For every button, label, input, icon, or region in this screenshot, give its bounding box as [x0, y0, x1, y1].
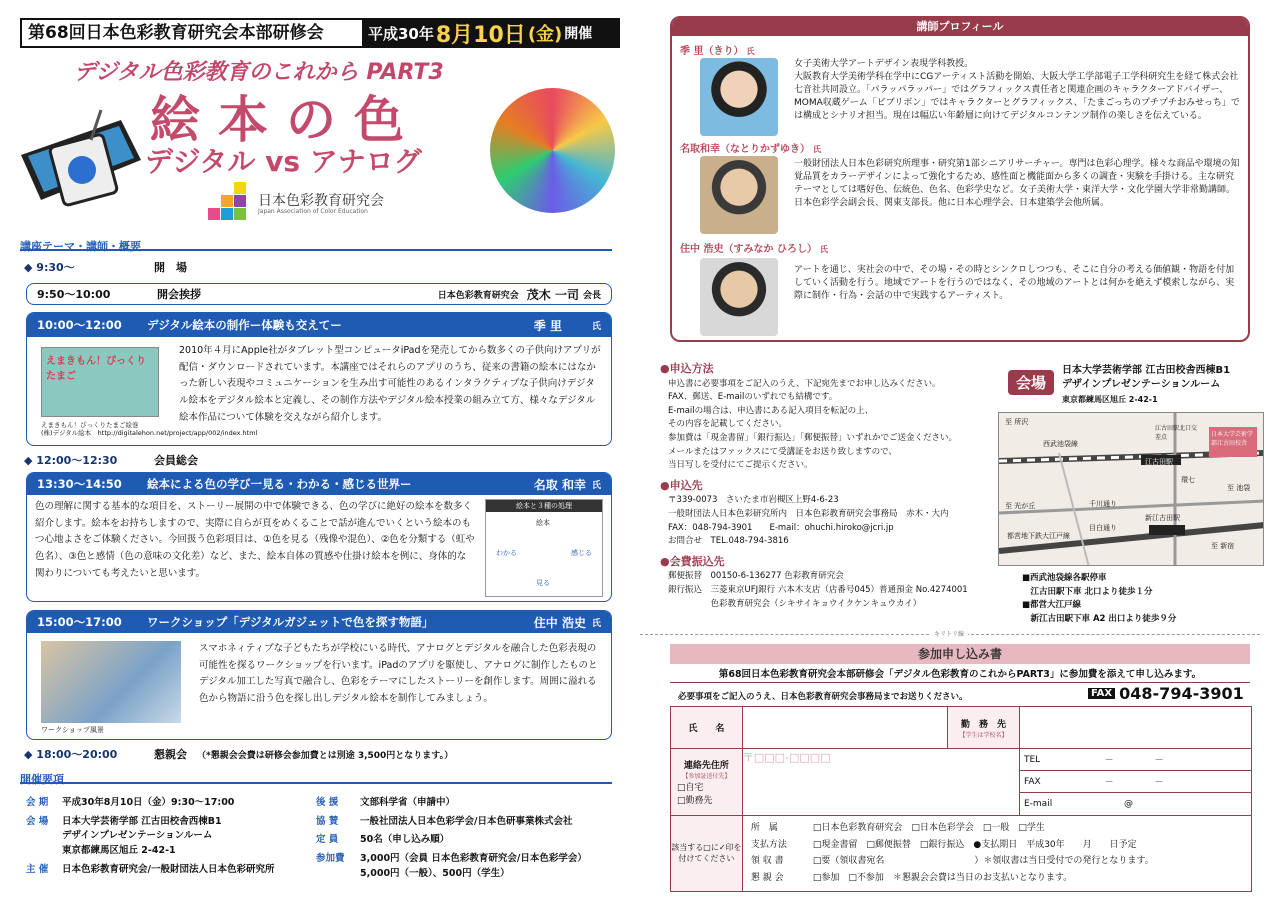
event-date: 平成30年 8月10日 (金) 開催: [362, 20, 618, 46]
profile-bio-1: 女子美術大学アートデザイン表現学科教授。 大阪教育大学美術学科在学中にCGアーティスト活動を開始、大阪大学工学部電子工学科研究生を経て株式会社七音社共同設立。「パラッパラッパー」ではグラフィックス責任者と関連企画のキャラクターアドバイザー、MOMA収蔵ゲーム「ビブリボン」ではキャラクターとグラフィックス、「たまごっちのプチプチおみせっち」では構成とシナリオ担当。現在は幅広い年齢層に向けてデジタルコンテンツ制作の楽しさを伝えている。: [794, 59, 1240, 122]
profile-name-2: 名取和幸（なとりかずゆき） 氏: [680, 144, 821, 155]
apply-section: ●申込方法 申込書に必要事項をご記入のうえ、下記宛先までお申し込みください。 FAX、郵送、E-mailのいずれでも結構です。 E-mailの場合は、申込書にある記入項目を転記の上、 その内容を記載してください。 参加費は「現金書留」「銀行振込」「郵便振替」いずれかでご送金ください。 メールまたはファックスにて受講証をお送り致しますので、 当日写しを受付にてご提示ください。 ●申込先 〒339-0073 さいたま市岩槻区上野4-6-23 一般財団法人日本色彩研究所内 日本色彩教育研究会事務局 赤木・大内 FAX：048-794-3901 E-mail：ohuchi.hiroko@jcri.jp お問合せ TEL.048-794-3816 ●会費振込先 郵便振替 00150-6-136277 色彩教育研究会 銀行振込 三菱東京UFJ銀行 六本木支店（店番号045）普通預金 No.4274001 色彩教育研究会（シキサイキョウイクケンキュウカイ）: [660, 362, 968, 609]
name-label: 氏 名: [671, 707, 743, 749]
ebook-thumbnail: えまきもん！ぴっくりたまご: [41, 347, 159, 417]
details-right: 後 援 文部科学省（申請中） 協 賛 一般社団法人日本色彩学会/日本色研事業株式会社 定 員 50名（申し込み順） 参加費 3,000円（会員 日本色彩教育研究会/日本色彩学会） 5,000円（一般）、500円（学生）: [316, 797, 587, 879]
schedule-opening-remarks: 9:50～10:00 開会挨拶 日本色彩教育研究会 茂木 一司 会長: [26, 283, 612, 305]
details-heading: 開催要項: [20, 768, 612, 784]
workshop-caption: ワークショップ風景: [41, 726, 104, 734]
profile-photo-3: [700, 258, 778, 336]
schedule-heading: 講座テーマ・講師・概要: [20, 235, 612, 251]
schedule-general-meeting: ◆ 12:00～12:30 会員総会: [24, 454, 198, 467]
profile-photo-1: [700, 58, 778, 136]
contact-numbers: TEL － － FAX － － E-mail @: [1019, 749, 1251, 816]
session-2-body: 色の理解に関する基本的な項目を、ストーリー展開の中で体験できる、色の学びに絶好の絵本を数多く紹介します。絵本をお持ちしますので、実際に自らが頁をめくることで話が進んでいくという絵本のもつ心地よさをご体験ください。今回扱う色彩項目は、①色を見る（残像や混色）、②色を分類する（虹や色名）、③色と感情（色の意味の文化差）など、また、絵本自体の質感や仕掛け絵本を例に、身体的な関わりについても考えたいと思います。: [35, 501, 475, 579]
venue-access: ■西武池袋線各駅停車 江古田駅下車 北口より徒歩１分 ■都営大江戸線 新江古田駅下車 A2 出口より徒歩９分: [1022, 573, 1177, 624]
venue-label: 会場: [1008, 370, 1054, 395]
profile-photo-2: [700, 156, 778, 234]
work-label: 勤 務 先 【学生は学校名】: [948, 707, 1020, 749]
profile-name-3: 住中 浩史（すみなか ひろし） 氏: [680, 244, 828, 255]
title-main: 絵本の色: [150, 91, 422, 149]
org-logo: [208, 182, 248, 222]
session-2: 13:30～14:50 絵本による色の学び一見る・わかる・感じる世界ー 名取 和幸 氏 色の理解に関する基本的な項目を、ストーリー展開の中で体験できる、色の学びに絶好の絵本を数多く紹介します。絵本をお持ちしますので、実際に自らが頁をめくることで話が進んでいくという絵本のもつ心地よさをご体験ください。今回扱う色彩項目は、①色を見る（残像や混色）、②色を分類する（虹や色名）、③色と感情（色の意味の文化差）など、また、絵本自体の質感や仕掛け絵本を例に、身体的な関わりについても考えたいと思います。 絵本と３種の処理 絵本 わかる 感じる 見る: [26, 472, 612, 602]
profile-name-1: 季 里（きり） 氏: [680, 46, 755, 57]
form-options[interactable]: 所 属 □日本色彩教育研究会 □日本色彩学会 □一般 □学生 支払方法 □現金書留 □郵便振替 □銀行振込 ●支払期日 平成30年 月 日予定 領 収 書 □要（領収書宛名 ）＊領収書は当日受付での発行となります。 懇 親 会 □参加 □不参加 ＊懇親会会費は当日のお支払いとなります。: [742, 816, 1251, 892]
contact-label: 連絡先住所 【参加証送付先】 □自宅 □勤務先: [671, 749, 743, 816]
header-bar: [20, 18, 620, 48]
profile-box: [670, 16, 1250, 342]
schedule-open: ◆ 9:30～ 開 場: [24, 261, 187, 274]
form-title: 参加申し込み書: [670, 644, 1250, 664]
session-3-body: スマホネィティブな子どもたちが学校にいる時代、アナログとデジタルを融合した色彩表現の可能性を探るワークショップを行います。iPadのアプリを駆使し、アナログに制作したものとデジタル加工した写真で融合し、色彩をテーマにしたストーリーを創作します。周囲に溢れる色から物語に沿う色を探し出しデジタル絵本を制作してみましょう。: [199, 643, 598, 704]
title-vs: デジタル vs アナログ: [145, 145, 422, 178]
venue-name: 日本大学芸術学部 江古田校舎西棟B1 デザインプレゼンテーションルーム: [1062, 365, 1231, 390]
event-title: 第68回日本色彩教育研究会本部研修会: [28, 23, 324, 43]
check-note: 該当する□に✓印を付けてください: [671, 816, 743, 892]
session-3: 15:00～17:00 ワークショップ「デジタルガジェットで色を探す物語」 住中 浩史 氏 ワークショップ風景 スマホネィティブな子どもたちが学校にいる時代、アナログとデジタルを融合した色彩表現の可能性を探るワークショップを行います。iPadのアプリを駆使し、アナログに制作したものとデジタル加工した写真で融合し、色彩をテーマにしたストーリーを創作します。周囲に溢れる色から物語に沿う色を探し出しデジタル絵本を制作してみましょう。: [26, 610, 612, 740]
profile-heading: 講師プロフィール: [672, 18, 1248, 36]
name-field[interactable]: [742, 707, 947, 749]
form-fax: FAX 048-794-3901: [1088, 684, 1244, 703]
venue-map: 至 所沢 西武池袋線 江古田駅 至 池袋 千川通り 至 光が丘 都営地下鉄大江戸線 至 新宿 新江古田駅 目白通り 江古田駅北口交差点 日本大学芸術学部江古田校舎 環七: [998, 412, 1264, 566]
tablet-illustration: [16, 100, 146, 210]
profile-bio-2: 一般財団法人日本色彩研究所理事・研究第1部シニアリサーチャー。専門は色彩心理学。様々な商品や環境の知覚品質をカラーデザインによって強化するため、感性面と機能面から多くの調査・実験を手掛ける。主な研究テーマとしては嗜好色、伝統色、色名、色彩学史など。女子美術大学・東洋大学・文化学園大学非常勤講師。日本色彩学会副会長、関東支部長。他に日本心理学会、日本建築学会他所属。: [794, 159, 1240, 209]
org-name-en: Japan Association of Color Education: [258, 208, 368, 215]
profile-bio-3: アートを通じ、実社会の中で、その場・その時とシンクロしつつも、そこに自分の考える価値観・物語を付加していく活動を行う。地域でアートを行うのではなく、その地域のアートとは何かを絶えず模索しながら、実際に制作・行為・会話の中で実践するアーティスト。: [794, 265, 1235, 302]
application-form: [670, 706, 1252, 892]
details-left: 会 期 平成30年8月10日（金）9:30～17:00 会 場 日本大学芸術学部 江古田校舎西棟B1 デザインプレゼンテーションルーム 東京都練馬区旭丘 2-42-1 主 催 日本色彩教育研究会/一般財団法人日本色彩研究所: [26, 797, 275, 875]
schedule-party: ◆ 18:00～20:00 懇親会 （*懇親会会費は研修会参加費とは別途 3,500円となります。）: [24, 748, 454, 761]
org-name: 日本色彩教育研究会: [258, 193, 384, 209]
title-subtitle: デジタル色彩教育のこれから PART3: [74, 60, 444, 85]
picture-books-photo: [490, 88, 615, 213]
workshop-photo: [41, 641, 181, 723]
session-1: 10:00～12:00 デジタル絵本の制作ー体験も交えてー 季 里 氏 えまきもん！ぴっくりたまご えまきもん！ぴっくりたまご絵巻 (株)デジタル絵本 http://digitalehon.net/project/app/002/index.html 2010年４月にApple社がタブレット型コンピュータiPadを発売してから数多くの子供向けアプリが配信・ダウンロードされています。本講座ではそれらのアプリのうち、従来の書籍の絵本にはなかった新しい表現やコミュニケーションを生み出す可能性のあるインタラクティブな子供向けデジタル絵本をデジタル絵本と定義し、その制作方法やデジタル絵本授業の組み立て方、様々なデジタル絵本作品について体験を交えながら紹介します。: [26, 312, 612, 446]
work-field[interactable]: [1019, 707, 1251, 749]
form-banner: 第68回日本色彩教育研究会本部研修会「デジタル色彩教育のこれからPART3」に参加費を添えて申し込みます。: [670, 664, 1250, 683]
picture-book-diagram: 絵本と３種の処理 絵本 わかる 感じる 見る: [485, 499, 603, 597]
address-field[interactable]: 〒□□□-□□□□: [742, 749, 1019, 816]
cut-label: キリトリ線: [930, 629, 968, 638]
ebook-caption: えまきもん！ぴっくりたまご絵巻 (株)デジタル絵本 http://digitalehon.net/project/app/002/index.html: [41, 421, 258, 438]
venue-address: 東京都練馬区旭丘 2-42-1: [1062, 395, 1158, 404]
session-1-body: 2010年４月にApple社がタブレット型コンピュータiPadを発売してから数多くの子供向けアプリが配信・ダウンロードされています。本講座ではそれらのアプリのうち、従来の書籍の絵本にはなかった新しい表現やコミュニケーションを生み出す可能性のあるインタラクティブな子供向けデジタル絵本をデジタル絵本と定義し、その制作方法やデジタル絵本授業の組み立て方、様々なデジタル絵本作品について体験を交えながら紹介します。: [179, 345, 601, 423]
form-intro: 必要事項をご記入のうえ、日本色彩教育研究会事務局までお送りください。: [678, 692, 968, 702]
